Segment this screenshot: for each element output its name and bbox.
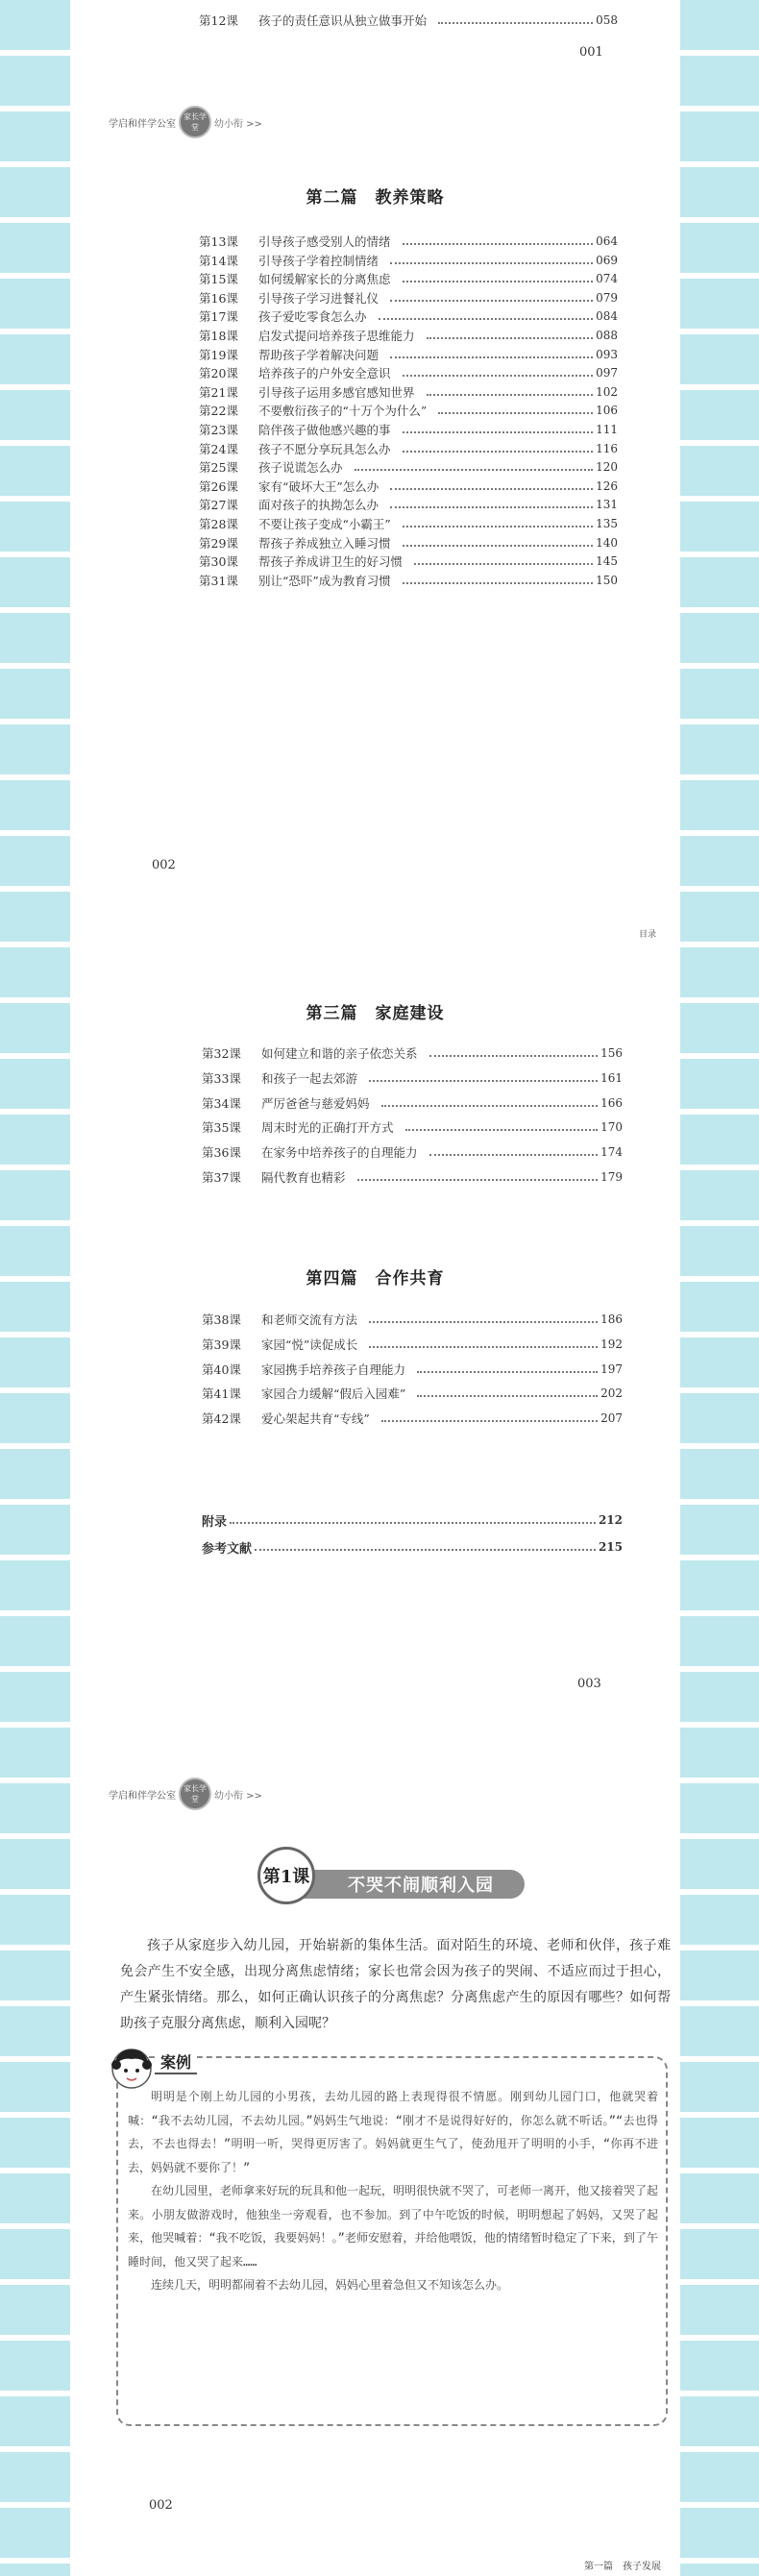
lesson-number: 第28课 [199,517,238,531]
lesson-title: 引导孩子学习进餐礼仪 [258,290,380,306]
toc-row[interactable] [202,1334,623,1355]
case-text [128,2085,658,2297]
running-header [109,1778,262,1810]
leader-dots [390,488,593,490]
lesson-number: 第29课 [199,535,238,551]
leader-dots [403,431,594,433]
toc-page-2 [70,896,680,1693]
case-label: 案例 [155,2050,197,2074]
lesson-number: 第41课 [202,1386,241,1402]
leader-dots [390,262,593,264]
lesson-title: 引导孩子感受别人的情绪 [258,234,391,249]
lesson-title: 家园合力缓解“假后入园难” [261,1386,406,1402]
lesson-title: 孩子说谎怎么办 [258,460,343,476]
lesson-title: 帮孩子养成讲卫生的好习惯 [258,554,404,570]
part-title: 第三篇 家庭建设 [306,1004,445,1023]
leader-dots [230,1522,596,1524]
page-ref: 140 [596,535,618,550]
leader-dots [390,300,593,302]
leader-dots [357,1179,599,1181]
part-title: 第四篇 合作共育 [306,1269,445,1288]
lesson-title: 孩子爱吃零食怎么办 [258,309,367,325]
lesson-number: 第20课 [199,366,238,381]
page-ref: 088 [596,329,618,342]
leader-dots [403,545,594,547]
lesson-title: 家有“破坏大王”怎么办 [258,478,380,494]
page-number: 002 [152,858,176,872]
leader-dots [417,1395,598,1397]
lesson-title: 别让“恐吓”成为教育习惯 [258,573,391,588]
lesson-title: 爱心架起共育“专线” [261,1411,370,1427]
leader-dots [369,1321,598,1323]
toc-row[interactable] [202,1141,623,1163]
lesson-number: 第38课 [202,1313,241,1327]
lesson-title: 引导孩子学着控制情绪 [258,253,380,268]
lesson-title: 孩子不愿分享玩具怎么办 [258,441,391,456]
lesson-title: 启发式提问培养孩子思维能力 [258,329,415,343]
leader-dots [403,582,593,584]
lesson-number: 第34课 [202,1095,241,1111]
toc-row-references[interactable] [202,1536,623,1558]
case-paragraph: 在幼儿园里，老师拿来好玩的玩具和他一起玩，明明很快就不哭了，可老师一离开，他又接着哭了起来。小朋友做游戏时，他独坐一旁观看，也不参加。到了中午吃饭的时候，明明想起了妈妈，又哭了起来，他哭喊着：“我不吃饭，我要妈妈！。”老师安慰着，并给他喂饭，他的情绪暂时稳定了下来，到了午睡时间，他又哭了起来…… [128,2184,659,2269]
leader-dots [403,281,594,282]
lesson-number: 第33课 [202,1070,241,1086]
leader-dots [379,318,594,320]
page-ref: 197 [600,1362,623,1376]
leader-dots [390,506,593,508]
page-ref: 111 [596,423,618,436]
lesson-title: 在家务中培养孩子的自理能力 [261,1145,418,1161]
header-text: 学启和伴学公室 [109,1790,176,1802]
page-ref: 212 [598,1513,623,1527]
page-ref: 058 [596,13,618,27]
lesson-number-badge: 第1课 [257,1847,315,1904]
page-ref: 074 [596,272,618,286]
leader-dots [417,1371,598,1373]
page-ref: 207 [600,1411,623,1426]
references-title: 参考文献 [202,1541,253,1557]
lesson-number: 第32课 [202,1046,241,1061]
page-ref: 079 [596,290,618,305]
lesson-title: 和老师交流有方法 [261,1313,358,1327]
lesson-number: 第42课 [202,1411,241,1427]
page-ref: 174 [600,1145,623,1160]
lesson-number: 第26课 [199,478,238,494]
page-ref: 179 [600,1170,623,1184]
running-footer: 第一篇 孩子发展 [584,2562,661,2572]
page-ref: 135 [596,517,618,530]
lesson-number: 第37课 [202,1170,241,1185]
running-header: 目录 [638,930,656,940]
page-ref: 145 [596,554,618,569]
page-ref: 097 [596,366,618,380]
page-ref: 215 [598,1540,623,1554]
page-number: 001 [579,45,603,60]
leader-dots [427,337,594,339]
lesson-title: 如何建立和谐的亲子依恋关系 [261,1046,418,1061]
toc-row[interactable] [199,570,618,591]
leader-dots [438,22,593,24]
page-ref: 202 [600,1386,623,1401]
lesson-title: 隔代教育也精彩 [261,1170,346,1185]
toc-row[interactable] [202,1309,623,1330]
lesson-number: 第21课 [199,384,238,400]
page-ref: 106 [596,404,618,418]
lesson-title: 家园“悦”读促成长 [261,1337,358,1352]
page-ref: 116 [596,441,618,455]
lesson-title: 严厉爸爸与慈爱妈妈 [261,1095,370,1111]
running-header [109,106,262,138]
lesson-number: 第13课 [199,234,238,249]
lesson-number: 第16课 [199,290,238,306]
lesson-number: 第30课 [199,554,238,570]
leader-dots [390,356,593,358]
brand-logo: 家长学堂 [179,1778,211,1810]
lesson-number: 第18课 [199,329,238,343]
header-tag: 幼小衔 >> [214,1790,262,1802]
page-ref: 186 [600,1313,623,1326]
lesson-number: 第27课 [199,498,238,513]
toc-row-appendix[interactable] [202,1509,623,1531]
lesson-number: 第19课 [199,347,238,362]
page-ref: 069 [596,253,618,267]
leader-dots [255,1549,596,1551]
lesson-banner [257,1847,575,1904]
leader-dots [429,1154,599,1156]
page-ref: 120 [596,460,618,475]
lesson-number: 第35课 [202,1120,241,1136]
lesson-title: 不要让孩子变成“小霸王” [258,517,391,531]
toc-row[interactable] [202,1166,623,1188]
lesson-number: 第14课 [199,253,238,268]
leader-dots [355,469,594,471]
leader-dots [403,526,593,527]
page-ref: 170 [600,1120,623,1135]
lesson-title: 帮孩子养成独立入睡习惯 [258,535,391,551]
lesson-number: 第36课 [202,1145,241,1161]
page-ref: 126 [596,478,618,493]
lesson-number: 第23课 [199,423,238,437]
leader-dots [381,1420,598,1422]
girl-avatar-icon [110,2046,153,2092]
toc-row[interactable] [199,10,618,31]
lesson-title: 培养孩子的户外安全意识 [258,366,391,381]
appendix-title: 附录 [202,1514,228,1530]
toc-row[interactable] [202,1116,623,1138]
lesson-number: 第31课 [199,573,238,588]
lesson-title: 帮助孩子学着解决问题 [258,347,380,362]
page-ref: 131 [596,498,618,512]
leader-dots [403,243,594,245]
toc-row[interactable] [202,1408,623,1429]
toc-row[interactable] [202,1043,623,1064]
leader-dots [429,1055,599,1057]
leader-dots [403,375,594,377]
header-tag: 幼小衔 >> [214,118,262,130]
page-ref: 093 [596,347,618,361]
lesson-title: 不哭不闹顺利入园 [298,1870,525,1899]
lesson-title: 如何缓解家长的分离焦虑 [258,272,391,287]
toc-row[interactable] [202,1359,623,1380]
intro-paragraph: 孩子从家庭步入幼儿园，开始崭新的集体生活。面对陌生的环境、老师和伙伴，孩子难免会产生不安全感，出现分离焦虑情绪；家长也常会因为孩子的哭闹、不适应而过于担心，产生紧张情绪。那么，如何正确认识孩子的分离焦虑？分离焦虑产生的原因有哪些？如何帮助孩子克服分离焦虑，顺利入园呢？ [120,1938,671,2031]
leader-dots [438,412,593,414]
lesson-page [70,1693,680,2576]
lesson-number: 第12课 [199,13,238,28]
page-ref: 192 [600,1337,623,1351]
page-ref: 166 [600,1095,623,1110]
page-ref: 161 [600,1070,623,1085]
lesson-title: 不要敷衍孩子的“十万个为什么” [258,404,428,419]
lesson-title: 陪伴孩子做他感兴趣的事 [258,423,391,437]
page-ref: 064 [596,234,618,248]
lesson-number: 第17课 [199,309,238,325]
page-ref: 084 [596,309,618,324]
lesson-number: 第15课 [199,272,238,287]
lesson-title: 和孩子一起去郊游 [261,1070,358,1086]
leader-dots [369,1080,598,1082]
lesson-title: 孩子的责任意识从独立做事开始 [258,13,428,28]
page-ref: 156 [600,1046,623,1060]
leader-dots [405,1129,599,1131]
lesson-title: 面对孩子的执拗怎么办 [258,498,380,513]
page-number: 002 [149,2498,173,2513]
leader-dots [369,1346,598,1348]
page-number: 003 [577,1677,601,1691]
part-title: 第二篇 教养策略 [306,188,445,208]
lesson-number: 第40课 [202,1362,241,1377]
leader-dots [403,451,594,453]
page-ref: 150 [596,573,618,587]
leader-dots [381,1105,599,1107]
leader-dots [427,394,594,396]
lesson-title: 引导孩子运用多感官感知世界 [258,384,415,400]
lesson-title: 周末时光的正确打开方式 [261,1120,394,1136]
lesson-number: 第22课 [199,404,238,419]
toc-row[interactable] [202,1067,623,1089]
lesson-number: 第24课 [199,441,238,456]
case-paragraph: 连续几天，明明都闹着不去幼儿园，妈妈心里着急但又不知该怎么办。 [151,2278,509,2292]
lesson-number: 第25课 [199,460,238,476]
lesson-number: 第39课 [202,1337,241,1352]
header-text: 学启和伴学公室 [109,118,176,130]
case-paragraph: 明明是个刚上幼儿园的小男孩，去幼儿园的路上表现得很不情愿。刚到幼儿园门口，他就哭着喊：“我不去幼儿园，不去幼儿园。”妈妈生气地说：“刚才不是说得好好的，你怎么就不听话。”“去也得去，不去也得去！”明明一听，哭得更厉害了。妈妈就更生气了，使劲甩开了明明的小手，“你再不进去，妈妈就不要你了！” [128,2090,658,2174]
brand-logo: 家长学堂 [179,106,211,138]
page-ref: 102 [596,384,618,399]
lesson-title: 家园携手培养孩子自理能力 [261,1362,406,1377]
toc-row[interactable] [202,1383,623,1404]
toc-page-1 [70,0,680,896]
leader-dots [414,563,593,565]
toc-row[interactable] [202,1092,623,1114]
